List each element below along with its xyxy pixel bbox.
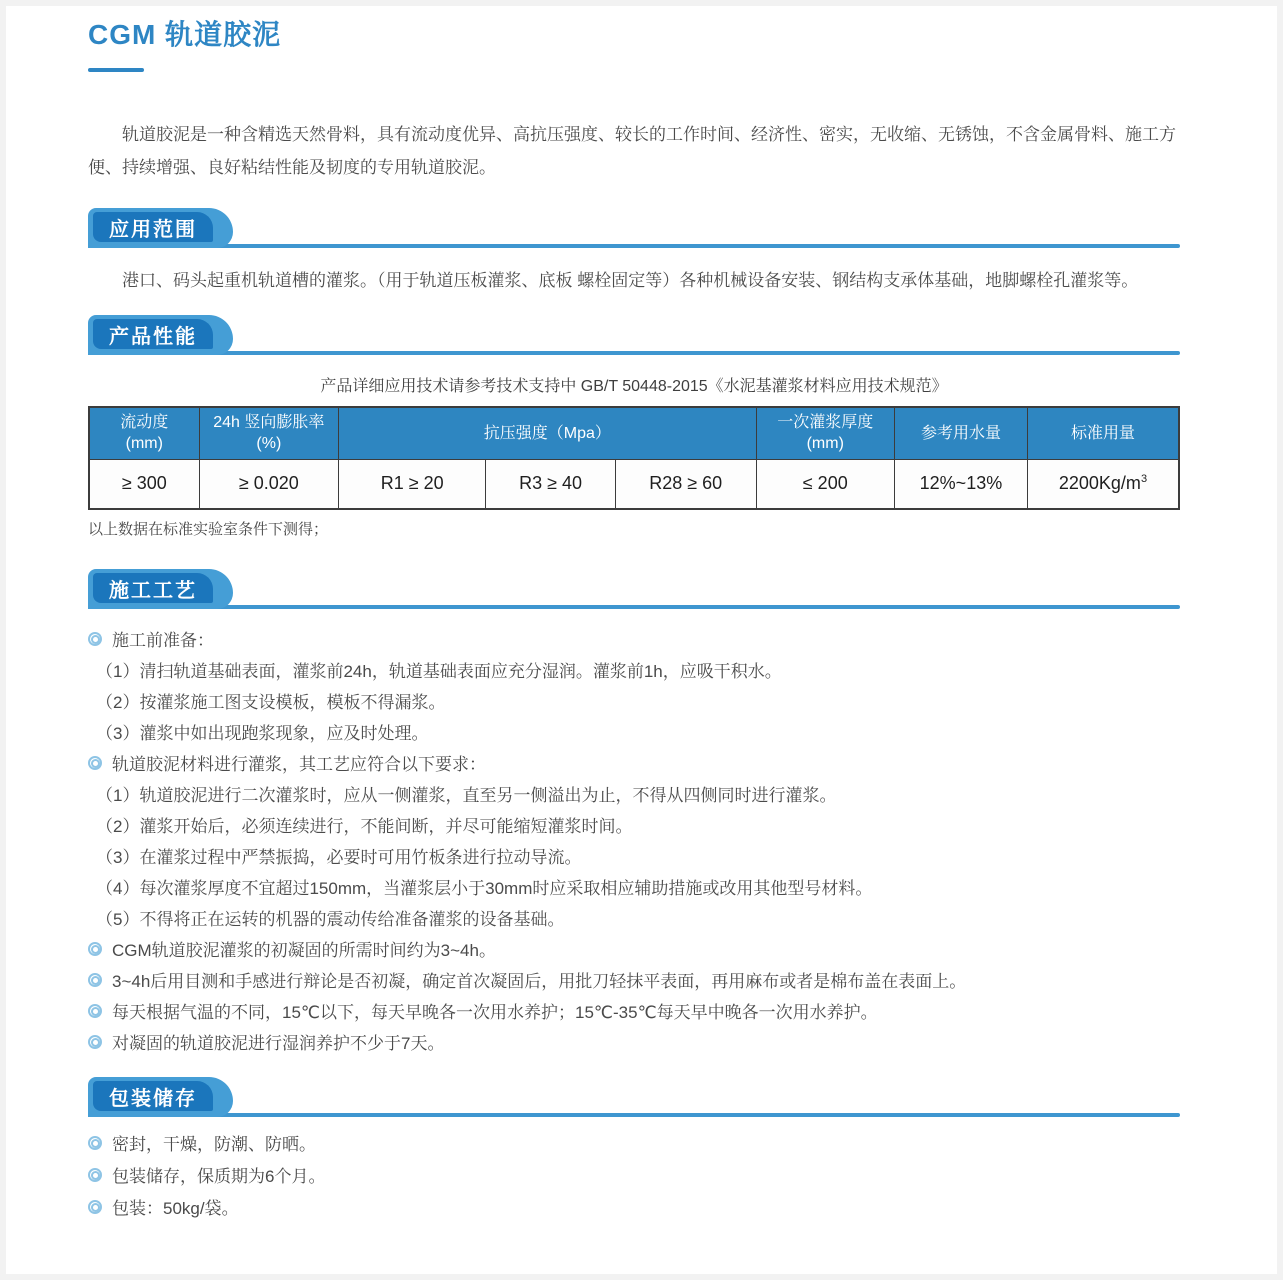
list-item [88,753,1180,776]
ring-bullet-icon [88,942,102,956]
value-flow: ≥ 300 [89,459,199,509]
ring-bullet-icon [88,1200,102,1214]
ring-bullet-icon [88,1035,102,1049]
section-divider-line [88,1113,1180,1117]
ring-bullet-icon [88,1168,102,1182]
list-item [88,1165,1180,1188]
list-item-text: 对凝固的轨道胶泥进行湿润养护不少于7天。 [112,1034,445,1053]
section-divider-line [88,244,1180,248]
value-thickness: ≤ 200 [756,459,894,509]
application-body: 港口、码头起重机轨道槽的灌浆。（用于轨道压板灌浆、底板 螺栓固定等）各种机械设备安装、钢结构支承体基础，地脚螺栓孔灌浆等。 [122,271,1139,290]
value-r28: R28 ≥ 60 [615,459,756,509]
list-item [88,1133,1180,1156]
value-dosage: $2200Kg/m^3$ [1027,459,1179,509]
list-item-text: （1）清扫轨道基础表面，灌浆前24h，轨道基础表面应充分湿润。灌浆前1h，应吸干积水。 [96,662,782,681]
construction-list [88,629,1180,1055]
list-item [88,1032,1180,1055]
list-item [88,846,1180,869]
list-item-text: （1）轨道胶泥进行二次灌浆时，应从一侧灌浆，直至另一侧溢出为止，不得从四侧同时进行灌浆。 [96,786,837,805]
header-grout-thickness: 一次灌浆厚度 (mm) [756,407,894,459]
list-item [88,691,1180,714]
section-tab [88,315,233,355]
ring-bullet-icon [88,1136,102,1150]
product-performance-table [88,406,1180,510]
section-divider-line [88,351,1180,355]
list-item-text: （3）灌浆中如出现跑浆现象，应及时处理。 [96,724,429,743]
list-item-text: 每天根据气温的不同，15℃以下，每天早晚各一次用水养护；15℃-35℃每天早中晚各一次用水养护。 [112,1003,878,1022]
list-item [88,908,1180,931]
section-tab [88,569,233,609]
header-compressive-strength: 抗压强度（Mpa） [339,407,756,459]
section-tab-label: 施工工艺 [93,573,213,603]
list-item [88,629,1180,652]
list-item-text: （2）灌浆开始后，必须连续进行，不能间断，并尽可能缩短灌浆时间。 [96,817,633,836]
section-divider-line [88,605,1180,609]
header-flow: 流动度 (mm) [89,407,199,459]
ring-bullet-icon [88,756,102,770]
section-header-performance [88,315,1180,355]
header-expansion: 24h 竖向膨胀率 (%) [199,407,339,459]
header-water-usage: 参考用水量 [894,407,1027,459]
ring-bullet-icon [88,973,102,987]
table-header-row [89,407,1179,459]
list-item-text: 施工前准备： [112,631,214,650]
header-standard-dosage: 标准用量 [1027,407,1179,459]
list-item-text: 密封，干燥，防潮、防晒。 [112,1135,316,1154]
list-item-text: 包装：50kg/袋。 [112,1199,239,1218]
section-header-application [88,208,1180,248]
section-tab-label: 产品性能 [93,319,213,349]
list-item-text: （2）按灌浆施工图支设模板，模板不得漏浆。 [96,693,446,712]
list-item [88,877,1180,900]
list-item [88,660,1180,683]
value-expansion: ≥ 0.020 [199,459,339,509]
list-item [88,970,1180,993]
page-title: CGM 轨道胶泥 [88,19,282,50]
section-tab-label: 包装储存 [93,1081,213,1111]
list-item-text: 3~4h后用目测和手感进行辩论是否初凝，确定首次凝固后，用批刀轻抹平表面，再用麻布或者是棉布盖在表面上。 [112,972,967,991]
list-item-text: （3）在灌浆过程中严禁振捣，必要时可用竹板条进行拉动导流。 [96,848,582,867]
list-item-text: 轨道胶泥材料进行灌浆，其工艺应符合以下要求： [112,755,486,774]
ring-bullet-icon [88,632,102,646]
value-water: 12%~13% [894,459,1027,509]
title-underline [88,68,144,72]
list-item [88,784,1180,807]
standard-reference-note: 产品详细应用技术请参考技术支持中 GB/T 50448-2015《水泥基灌浆材料应用技术规范》 [320,378,948,395]
table-value-row [89,459,1179,509]
intro-paragraph: 轨道胶泥是一种含精选天然骨料，具有流动度优异、高抗压强度、较长的工作时间、经济性、密实，无收缩、无锈蚀，不含金属骨料、施工方便、持续增强、良好粘结性能及韧度的专用轨道胶泥。 [88,125,1176,177]
lab-condition-note: 以上数据在标准实验室条件下测得； [88,521,329,538]
section-header-construction [88,569,1180,609]
list-item-text: CGM轨道胶泥灌浆的初凝固的所需时间约为3~4h。 [112,941,496,960]
list-item [88,815,1180,838]
list-item [88,1001,1180,1024]
section-tab [88,208,233,248]
section-header-packaging [88,1077,1180,1117]
packaging-list [88,1133,1180,1220]
list-item-text: （4）每次灌浆厚度不宜超过150mm，当灌浆层小于30mm时应采取相应辅助措施或改用其他型号材料。 [96,879,873,898]
ring-bullet-icon [88,1004,102,1018]
list-item [88,939,1180,962]
section-tab-label: 应用范围 [93,212,213,242]
value-r1: R1 ≥ 20 [339,459,486,509]
list-item [88,722,1180,745]
section-tab [88,1077,233,1117]
value-r3: R3 ≥ 40 [486,459,616,509]
list-item-text: （5）不得将正在运转的机器的震动传给准备灌浆的设备基础。 [96,910,565,929]
list-item-text: 包装储存，保质期为6个月。 [112,1167,326,1186]
list-item [88,1197,1180,1220]
